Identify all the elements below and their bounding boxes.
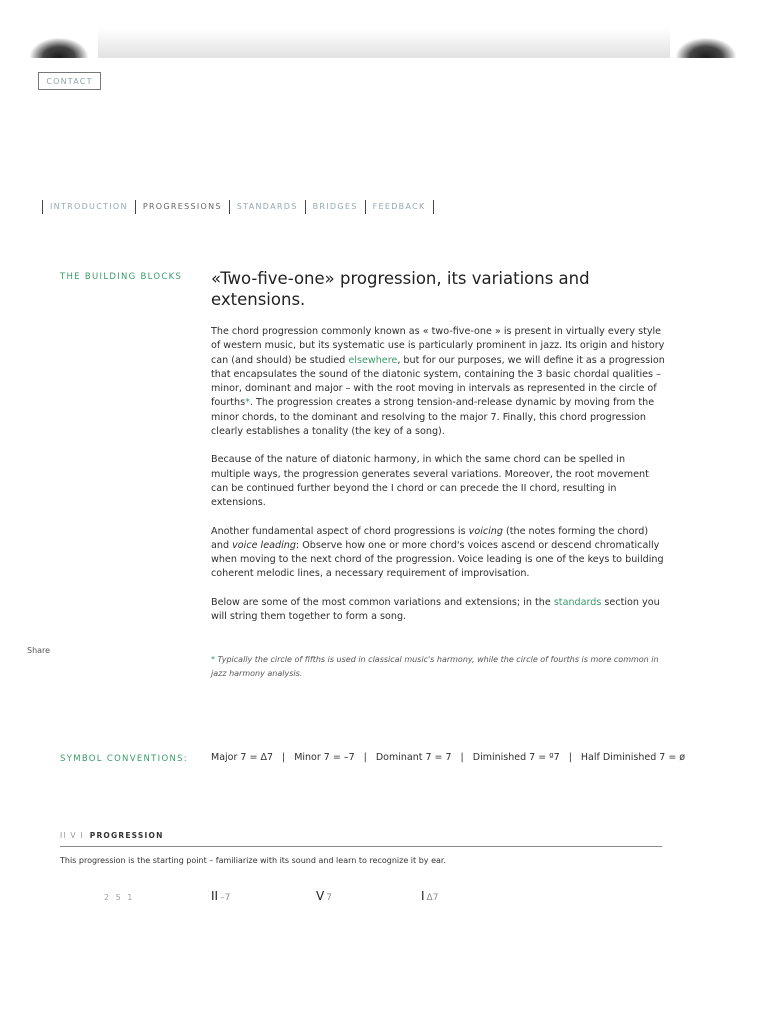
paragraph-below (211, 596, 666, 625)
chord-quality: –7 (220, 893, 231, 903)
symbol-diminished7: Diminished 7 = º7 (472, 752, 560, 763)
elsewhere-link[interactable]: elsewhere (348, 354, 398, 366)
separator: | (363, 752, 367, 763)
voicing-term: voicing (468, 525, 503, 537)
text: : Observe how one or more chord's voices ascend or descend chromatically when moving to the next chord of the progression. Voice leading is one of the keys to building coherent melodic lines, a necessary requirement of improvisation. (211, 539, 664, 580)
nav-item-introduction[interactable]: INTRODUCTION (50, 202, 128, 211)
text: Another fundamental aspect of chord progressions is (211, 525, 469, 537)
chord-ii[interactable] (211, 889, 230, 903)
article-body (211, 325, 666, 638)
right-silhouette-image (676, 38, 736, 58)
symbol-conventions-label: SYMBOL CONVENTIONS: (60, 754, 188, 764)
paragraph-voicing (211, 525, 666, 582)
chord-quality: 7 (326, 893, 332, 903)
separator: | (568, 752, 572, 763)
progression-title: PROGRESSION (89, 831, 164, 840)
text: , but for our purposes, we will define it as a progression that encapsulates the sound of the diatonic system, containing the 3 basic chordal qualities – minor, dominant and major – with the root moving in intervals as represented in the circle of fourths (211, 354, 665, 409)
nav-item-feedback[interactable]: FEEDBACK (372, 202, 426, 211)
nav-separator (433, 200, 434, 214)
symbol-major7: Major 7 = Δ7 (211, 752, 273, 763)
chord-quality: Δ7 (426, 893, 439, 903)
separator: | (281, 752, 286, 763)
page-title: «Two-five-one» progression, its variations and extensions. (211, 269, 590, 309)
text: Below are some of the most common variations and extensions; in the (211, 596, 554, 608)
divider (60, 846, 662, 847)
text: The chord progression commonly known as « two-five-one » is present in virtually every style of western music, but its systematic use is particularly prominent in jazz. Its origin and history can (and should) be studied (211, 326, 665, 366)
paragraph-intro (211, 325, 666, 439)
text: (the notes forming the chord) and (211, 525, 649, 551)
contact-button[interactable]: CONTACT (38, 72, 101, 90)
text: . The progression creates a strong tension-and-release dynamic by moving from the minor chords, to the dominant and resolving to the major 7. Finally, this chord progression clearly establishes a tonality (the key of a song). (211, 397, 655, 438)
symbol-minor7: Minor 7 = –7 (294, 752, 355, 763)
nav-item-standards[interactable]: STANDARDS (236, 202, 298, 211)
main-nav (42, 199, 434, 214)
footnote-star: * (211, 655, 215, 664)
text: section you will string them together to form a song. (211, 596, 660, 623)
chord-degree: II (211, 889, 219, 903)
nav-item-bridges[interactable]: BRIDGES (312, 202, 358, 211)
top-banner (98, 28, 670, 58)
chord-degree: V (316, 889, 325, 903)
symbol-conventions (211, 752, 685, 763)
share-button[interactable]: Share (27, 646, 51, 655)
progression-number: 2 5 1 (104, 893, 135, 902)
footnote-text: Typically the circle of fifths is used in classical music's harmony, while the circle of fourths is more common in jazz harmony analysis. (211, 655, 659, 678)
symbol-dominant7: Dominant 7 = 7 (375, 752, 452, 763)
progression-heading (60, 831, 164, 840)
section-label: THE BUILDING BLOCKS (60, 272, 183, 282)
standards-link[interactable]: standards (553, 596, 602, 608)
nav-item-progressions[interactable]: PROGRESSIONS (142, 202, 222, 211)
progression-description: This progression is the starting point – familiarize with its sound and learn to recognize it by ear. (60, 856, 446, 865)
left-silhouette-image (30, 38, 88, 58)
footnote-marker[interactable]: * (245, 397, 250, 409)
separator: | (460, 752, 464, 763)
symbol-half-diminished7: Half Diminished 7 = ø (580, 752, 686, 763)
paragraph-variations: Because of the nature of diatonic harmony, in which the same chord can be spelled in multiple ways, the progression generates several variations. Moreover, the root movement can be continued further beyond the I chord or can precede the II chord, resulting in extensions. (211, 454, 649, 509)
chord-v[interactable] (316, 889, 332, 903)
chord-degree: I (421, 889, 425, 903)
voice-leading-term: voice leading (232, 539, 296, 551)
progression-roman: II V I (60, 831, 84, 840)
chord-i[interactable] (421, 889, 438, 903)
footnote (211, 653, 666, 681)
